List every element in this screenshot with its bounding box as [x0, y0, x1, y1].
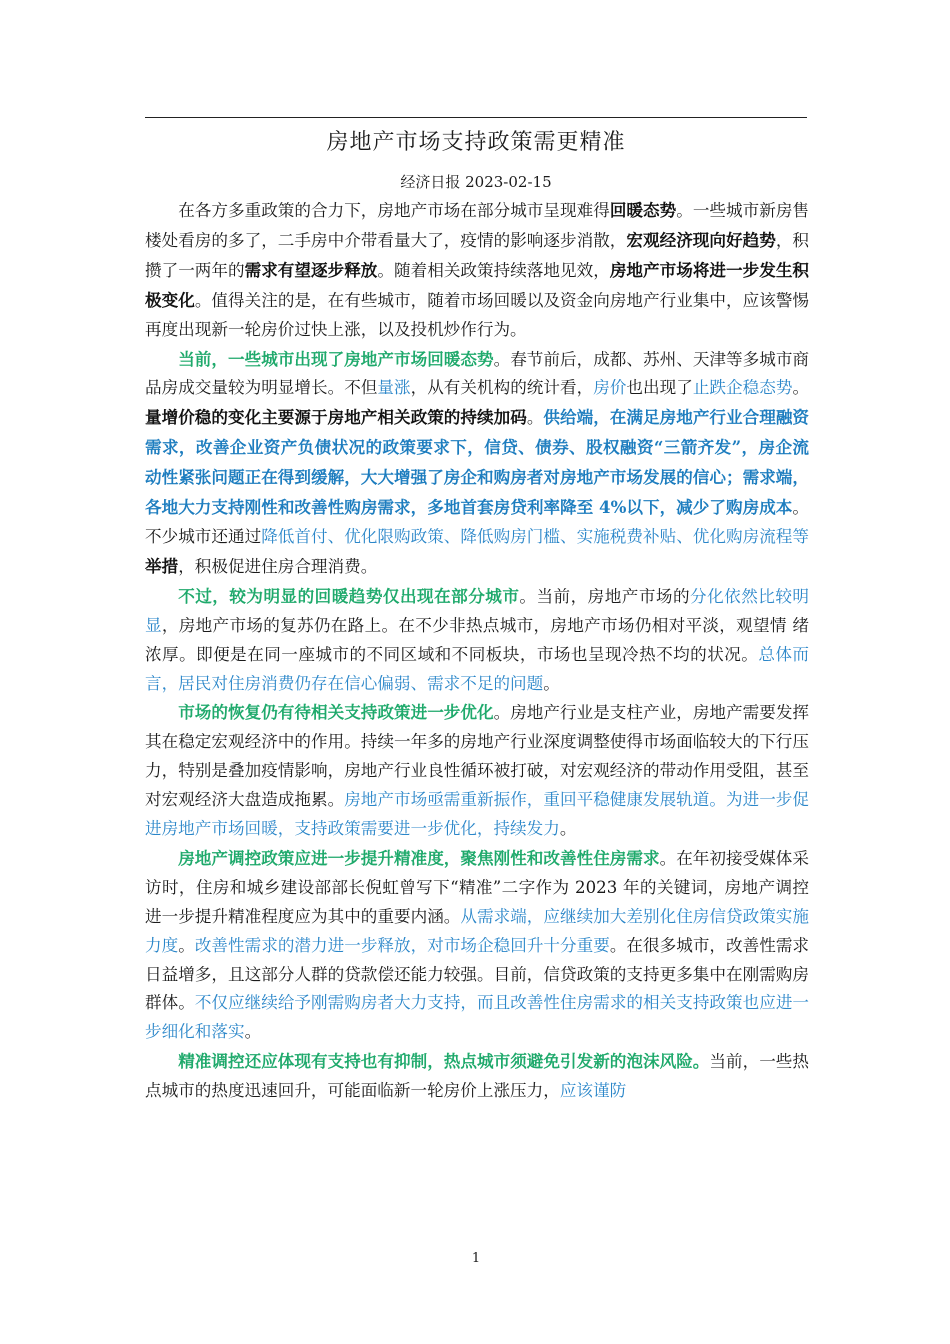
paragraph-3 [145, 582, 809, 699]
blue-highlight: 总体而言，居民对住房消费仍存在信心偏弱、需求不足的问题 [145, 644, 810, 693]
bold-highlight: 需求有望逐步释放 [244, 259, 378, 280]
blue-highlight: 不仅应继续给予刚需购房者大力支持，而且改善性住房需求的相关支持政策也应进一步细化和落实 [145, 993, 810, 1042]
page-number: 1 [471, 1251, 481, 1266]
text-run: 。 [559, 819, 577, 839]
paragraph-5 [145, 844, 809, 1047]
article-body [145, 196, 809, 1106]
green-highlight: 当前，一些城市出现了房地产市场回暖态势 [178, 348, 494, 369]
green-highlight: 房地产调控政策应进一步提升精准度，聚焦刚性和改善性住房需求 [178, 847, 660, 868]
text-run: 。 [792, 378, 810, 398]
text-run: 。房地产行业是支柱产业，房地产需要发挥其在稳定宏观经济中的作用。持续一年多的房地产行业深度调整使得市场面临较大的下行压力，特别是叠加疫情影响，房地产行业良性循环被打破，对宏观经济的带动作用受阻，甚至对宏观经济大盘造成拖累。 [145, 703, 810, 810]
blue-highlight: 房价 [593, 378, 627, 398]
text-run: 。 [244, 1022, 262, 1042]
text-run: 。 [526, 408, 544, 428]
blue-highlight: 分化依然比较明显 [145, 586, 810, 635]
bold-highlight: 宏观经济现向好趋势 [626, 229, 776, 250]
text-run: 。 [543, 673, 560, 693]
text-run: 。在年初接受媒体采访时，住房和城乡建设部部长倪虹曾写下“精准”二字作为 2023 年的关键词，房地产调控进一步提升精准程度应为其中的重要内涵。 [145, 848, 810, 926]
text-run: ，积攒了一两年的 [145, 230, 810, 280]
bold-highlight: 量增价稳的变化主要源于房地产相关政策的持续加码 [145, 407, 527, 428]
text-run: ，积极促进住房合理消费。 [178, 556, 378, 576]
bold-highlight: 举措 [145, 555, 179, 576]
text-run: 。 [178, 935, 195, 955]
blue-highlight: 止跌企稳态势 [692, 378, 793, 398]
paragraph-4 [145, 698, 809, 844]
blue-bold-highlight: 供给端，在满足房地产行业合理融资需求，改善企业资产负债状况的政策要求下，信贷、债券、股权融资“三箭齐发”，房企流动性紧张问题正在得到缓解，大大增强了房企和购房者对房地产市场发展的信心；需求端，各地大力支持刚性和改善性购房需求，多地首套房贷利率降至 4%以下，减少了购房成本 [145, 407, 810, 518]
bold-highlight: 回暖态势 [609, 200, 677, 220]
paragraph-6 [145, 1047, 809, 1106]
header-rule [145, 117, 807, 118]
text-run: 在各方多重政策的合力下，房地产市场在部分城市呈现难得 [178, 201, 610, 220]
text-run: 。随着相关政策持续落地见效， [377, 260, 610, 280]
text-run: 。不少城市还通过 [145, 498, 809, 546]
blue-highlight: 降低首付、优化限购政策、降低购房门槛、实施税费补贴、优化购房流程等 [261, 526, 809, 546]
text-run: 。当前，房地产市场的 [519, 586, 691, 606]
text-run: 。值得关注的是，在有些城市，随着市场回暖以及资金向房地产行业集中，应该警惕再度出现新一轮房价过快上涨，以及投机炒作行为。 [145, 290, 810, 339]
blue-highlight: 房地产市场亟需重新振作，重回平稳健康发展轨道。为进一步促进房地产市场回暖，支持政策需要进一步优化，持续发力 [145, 790, 809, 839]
text-run: 。春节前后，成都、苏州、天津等多城市商品房成交量较为明显增长。不但 [145, 349, 810, 398]
text-run: 当前，一些热点城市的热度迅速回升，可能面临新一轮房价上涨压力， [145, 1052, 810, 1101]
article-source-date: 经济日报 2023-02-15 [400, 173, 552, 191]
text-run: 也出现了 [626, 378, 693, 398]
blue-highlight: 改善性需求的潜力进一步释放，对市场企稳回升十分重要 [194, 935, 610, 955]
blue-highlight: 从需求端，应继续加大差别化住房信贷政策实施力度 [145, 906, 810, 955]
blue-highlight: 量涨 [377, 378, 411, 398]
paragraph-1 [145, 196, 809, 345]
green-highlight: 不过，较为明显的回暖趋势仅出现在部分城市 [178, 585, 520, 606]
green-highlight: 精准调控还应体现有支持也有抑制，热点城市须避免引发新的泡沫风险。 [178, 1051, 710, 1072]
blue-highlight: 应该谨防 [559, 1081, 627, 1101]
text-run: ，房地产市场的复苏仍在路上。在不少非热点城市，房地产市场仍相对平淡，观望情 绪浓厚。即便是在同一座城市的不同区域和不同板块，市场也呈现冷热不均的状况。 [145, 615, 809, 664]
paragraph-2 [145, 345, 809, 582]
article-title: 房地产市场支持政策需更精准 [326, 130, 626, 155]
green-highlight: 市场的恢复仍有待相关支持政策进一步优化 [178, 702, 494, 723]
text-run: 。一些城市新房售楼处看房的多了，二手房中介带看量大了，疫情的影响逐步消散， [145, 201, 810, 250]
text-run: ，从有关机构的统计看， [410, 378, 594, 398]
bold-highlight: 房地产市场将进一步发生积极变化 [145, 259, 810, 310]
text-run: 。在很多城市，改善性需求日益增多，且这部分人群的贷款偿还能力较强。目前，信贷政策的支持更多集中在刚需购房群体。 [145, 935, 810, 1013]
